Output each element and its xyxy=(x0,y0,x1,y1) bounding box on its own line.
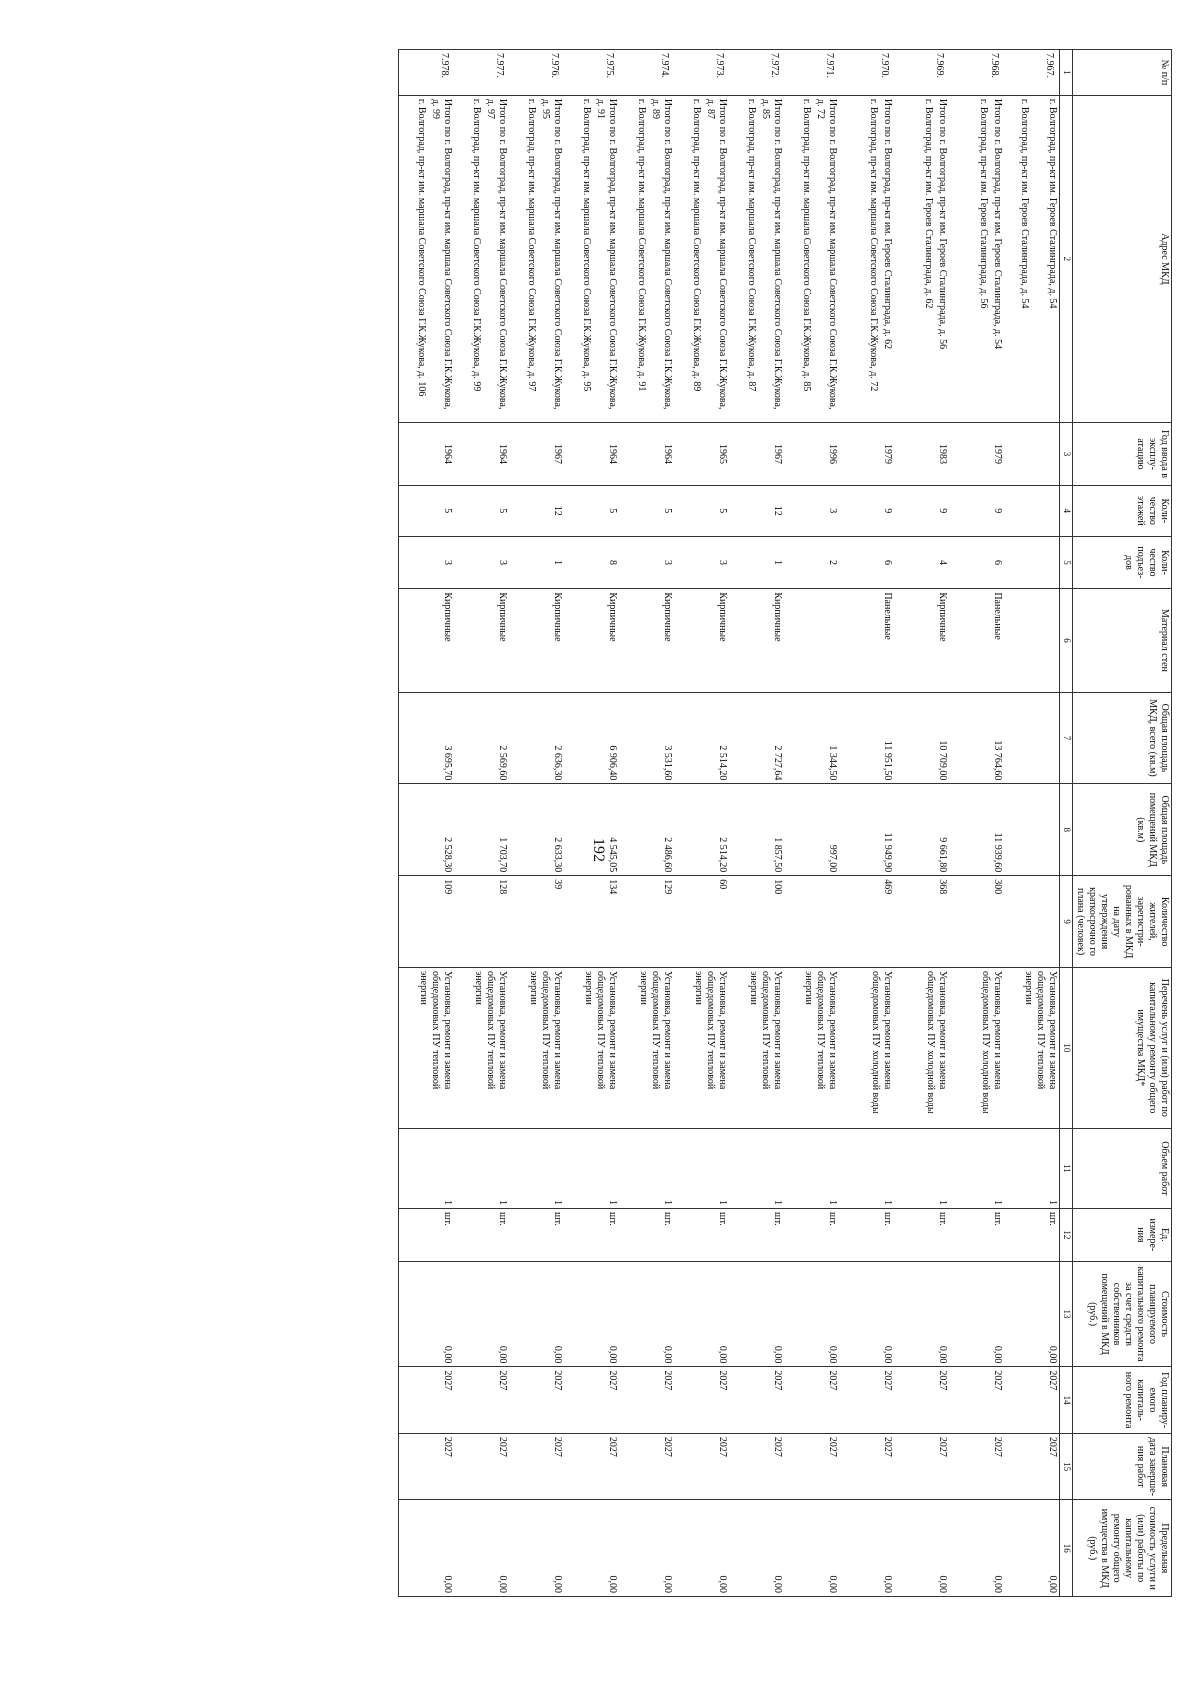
planned-year-cell: 2027 xyxy=(454,1367,509,1434)
column-header-10: Перечень услуг и (или) работ по капитальному ремонту общего имущества МКД* xyxy=(1073,968,1172,1129)
work-list-cell: Установка, ремонт и замена общедомовых ПУ тепловой энергии xyxy=(784,968,839,1129)
limit-cost-cell: 0,00 xyxy=(1004,1500,1060,1597)
address-line: Итого по г. Волгоград, пр-кт им. маршала Советского Союза Г.К.Жукова, д. 95 xyxy=(540,98,563,410)
entrances-cell: 3 xyxy=(454,536,509,589)
address-cell xyxy=(564,95,619,422)
total-area-cell: 11 951,50 xyxy=(839,692,894,784)
column-number-9: 9 xyxy=(1060,876,1073,968)
completion-year-cell: 2027 xyxy=(674,1433,729,1500)
address-line: г. Волгоград, пр-кт им. маршала Советского Союза Г.К.Жукова, д. 89 xyxy=(691,98,702,392)
floors-cell: 12 xyxy=(729,486,784,536)
owners-cost-cell: 0,00 xyxy=(399,1261,455,1367)
row-number-cell: 7.971. xyxy=(784,50,839,96)
owners-cost-cell: 0,00 xyxy=(949,1261,1004,1367)
wall-material-cell: Кирпичные xyxy=(894,589,949,692)
entrances-cell: 1 xyxy=(729,536,784,589)
address-line: Итого по г. Волгоград, пр-кт им. маршала Советского Союза Г.К.Жукова, д. 99 xyxy=(430,98,453,410)
limit-cost-cell: 0,00 xyxy=(564,1500,619,1597)
completion-year-cell: 2027 xyxy=(454,1433,509,1500)
commission-year-cell: 1965 xyxy=(674,422,729,485)
floors-cell: 5 xyxy=(564,486,619,536)
column-number-row xyxy=(1060,50,1073,1597)
row-number-cell: 7.976. xyxy=(509,50,564,96)
limit-cost-cell: 0,00 xyxy=(509,1500,564,1597)
work-list-cell: Установка, ремонт и замена общедомовых ПУ тепловой энергии xyxy=(674,968,729,1129)
page-number: 192 xyxy=(590,838,607,862)
wall-material-cell: Панельные xyxy=(949,589,1004,692)
owners-cost-cell: 0,00 xyxy=(1004,1261,1060,1367)
commission-year-cell: 1979 xyxy=(949,422,1004,485)
work-volume-cell: 1 xyxy=(1004,1128,1060,1208)
unit-cell: шт. xyxy=(784,1208,839,1261)
completion-year-cell: 2027 xyxy=(949,1433,1004,1500)
commission-year-cell: 1979 xyxy=(839,422,894,485)
address-line: Итого по г. Волгоград, пр-кт им. маршала Советского Союза Г.К.Жукова, д. 72 xyxy=(815,98,838,410)
table-row xyxy=(564,50,619,1597)
owners-cost-cell: 0,00 xyxy=(619,1261,674,1367)
floors-cell: 5 xyxy=(454,486,509,536)
wall-material-cell: Кирпичные xyxy=(454,589,509,692)
column-number-2: 2 xyxy=(1060,95,1073,422)
floors-cell: 5 xyxy=(674,486,729,536)
address-line: Итого по г. Волгоград, пр-кт им. Героев Сталинграда, д. 56 xyxy=(937,98,948,350)
completion-year-cell: 2027 xyxy=(564,1433,619,1500)
floors-cell: 12 xyxy=(509,486,564,536)
commission-year-cell xyxy=(1004,422,1060,485)
residents-count-cell: 128 xyxy=(454,876,509,968)
address-line: г. Волгоград, пр-кт им. Героев Сталинграда, д. 54 xyxy=(1047,98,1058,309)
column-header-12: Ед. измере-ния xyxy=(1073,1208,1172,1261)
work-list-cell: Установка, ремонт и замена общедомовых ПУ тепловой энергии xyxy=(1004,968,1060,1129)
column-number-1: 1 xyxy=(1060,50,1073,96)
address-line: Итого по г. Волгоград, пр-кт им. маршала Советского Союза Г.К.Жукова, д. 87 xyxy=(705,98,728,410)
limit-cost-cell: 0,00 xyxy=(784,1500,839,1597)
row-number-cell: 7.975. xyxy=(564,50,619,96)
total-area-cell: 1 344,50 xyxy=(784,692,839,784)
entrances-cell: 3 xyxy=(619,536,674,589)
header-row xyxy=(1073,50,1172,1597)
address-line: г. Волгоград, пр-кт им. Героев Сталинграда, д. 54 xyxy=(1019,98,1030,309)
address-line: г. Волгоград, пр-кт им. маршала Советского Союза Г.К.Жукова, д. 87 xyxy=(746,98,757,392)
address-line: г. Волгоград, пр-кт им. маршала Советского Союза Г.К.Жукова, д. 99 xyxy=(471,98,482,392)
work-volume-cell: 1 xyxy=(729,1128,784,1208)
column-number-10: 10 xyxy=(1060,968,1073,1129)
residents-count-cell: 129 xyxy=(619,876,674,968)
residents-count-cell: 134 xyxy=(564,876,619,968)
capital-repair-table-sheet xyxy=(50,49,1172,1597)
address-line: Итого по г. Волгоград, пр-кт им. Героев Сталинграда, д. 62 xyxy=(882,98,893,350)
work-volume-cell: 1 xyxy=(839,1128,894,1208)
limit-cost-cell: 0,00 xyxy=(894,1500,949,1597)
row-number-cell: 7.970. xyxy=(839,50,894,96)
commission-year-cell: 1996 xyxy=(784,422,839,485)
column-number-5: 5 xyxy=(1060,536,1073,589)
address-line: г. Волгоград, пр-кт им. Героев Сталинграда, д. 62 xyxy=(923,98,934,309)
commission-year-cell: 1964 xyxy=(564,422,619,485)
entrances-cell: 2 xyxy=(784,536,839,589)
table-row xyxy=(674,50,729,1597)
owners-cost-cell: 0,00 xyxy=(454,1261,509,1367)
column-header-14: Год планиру-емого капиталь-ного ремонта xyxy=(1073,1367,1172,1434)
column-number-15: 15 xyxy=(1060,1433,1073,1500)
floors-cell: 9 xyxy=(894,486,949,536)
commission-year-cell: 1964 xyxy=(399,422,455,485)
rooms-area-cell: 997,00 xyxy=(784,784,839,876)
table-row xyxy=(784,50,839,1597)
column-number-12: 12 xyxy=(1060,1208,1073,1261)
address-line: г. Волгоград, пр-кт им. маршала Советского Союза Г.К.Жукова, д. 106 xyxy=(416,98,427,397)
column-header-8: Общая площадь помещений МКД (кв.м) xyxy=(1073,784,1172,876)
owners-cost-cell: 0,00 xyxy=(509,1261,564,1367)
column-number-16: 16 xyxy=(1060,1500,1073,1597)
table-row xyxy=(454,50,509,1597)
entrances-cell: 3 xyxy=(399,536,455,589)
floors-cell: 9 xyxy=(839,486,894,536)
planned-year-cell: 2027 xyxy=(839,1367,894,1434)
address-line: г. Волгоград, пр-кт им. маршала Советского Союза Г.К.Жукова, д. 97 xyxy=(526,98,537,392)
column-number-7: 7 xyxy=(1060,692,1073,784)
completion-year-cell: 2027 xyxy=(729,1433,784,1500)
work-list-cell: Установка, ремонт и замена общедомовых ПУ тепловой энергии xyxy=(729,968,784,1129)
total-area-cell: 10 709,00 xyxy=(894,692,949,784)
unit-cell: шт. xyxy=(894,1208,949,1261)
work-list-cell: Установка, ремонт и замена общедомовых ПУ холодной воды xyxy=(894,968,949,1129)
address-cell xyxy=(784,95,839,422)
floors-cell: 9 xyxy=(949,486,1004,536)
completion-year-cell: 2027 xyxy=(784,1433,839,1500)
column-header-6: Материал стен xyxy=(1073,589,1172,692)
entrances-cell: 8 xyxy=(564,536,619,589)
column-number-8: 8 xyxy=(1060,784,1073,876)
row-number-cell: 7.978. xyxy=(399,50,455,96)
completion-year-cell: 2027 xyxy=(839,1433,894,1500)
residents-count-cell: 100 xyxy=(729,876,784,968)
row-number-cell: 7.967. xyxy=(1004,50,1060,96)
rooms-area-cell: 1 703,70 xyxy=(454,784,509,876)
planned-year-cell: 2027 xyxy=(509,1367,564,1434)
work-volume-cell: 1 xyxy=(619,1128,674,1208)
column-header-9: Количество жителей, зарегистри-рованных в МКД на дату утверждения краткосрочно го плана (человек) xyxy=(1073,876,1172,968)
wall-material-cell: Кирпичные xyxy=(674,589,729,692)
column-number-4: 4 xyxy=(1060,486,1073,536)
residents-count-cell: 469 xyxy=(839,876,894,968)
address-line: г. Волгоград, пр-кт им. маршала Советского Союза Г.К.Жукова, д. 72 xyxy=(868,98,879,392)
floors-cell: 3 xyxy=(784,486,839,536)
column-number-6: 6 xyxy=(1060,589,1073,692)
address-cell xyxy=(729,95,784,422)
total-area-cell: 6 906,40 xyxy=(564,692,619,784)
entrances-cell: 3 xyxy=(674,536,729,589)
total-area-cell: 2 636,30 xyxy=(509,692,564,784)
wall-material-cell: Кирпичные xyxy=(729,589,784,692)
work-volume-cell: 1 xyxy=(784,1128,839,1208)
floors-cell: 5 xyxy=(399,486,455,536)
address-cell xyxy=(674,95,729,422)
owners-cost-cell: 0,00 xyxy=(729,1261,784,1367)
address-cell xyxy=(949,95,1004,422)
planned-year-cell: 2027 xyxy=(729,1367,784,1434)
limit-cost-cell: 0,00 xyxy=(949,1500,1004,1597)
table-row xyxy=(839,50,894,1597)
work-volume-cell: 1 xyxy=(509,1128,564,1208)
rooms-area-cell: 2 486,60 xyxy=(619,784,674,876)
planned-year-cell: 2027 xyxy=(894,1367,949,1434)
work-volume-cell: 1 xyxy=(399,1128,455,1208)
planned-year-cell: 2027 xyxy=(1004,1367,1060,1434)
total-area-cell: 2 569,60 xyxy=(454,692,509,784)
column-header-4: Коли-чество этажей xyxy=(1073,486,1172,536)
row-number-cell: 7.974. xyxy=(619,50,674,96)
address-line: Итого по г. Волгоград, пр-кт им. маршала Советского Союза Г.К.Жукова, д. 89 xyxy=(650,98,673,410)
owners-cost-cell: 0,00 xyxy=(894,1261,949,1367)
row-number-cell: 7.968. xyxy=(949,50,1004,96)
wall-material-cell: Кирпичные xyxy=(509,589,564,692)
row-number-cell: 7.969. xyxy=(894,50,949,96)
column-number-3: 3 xyxy=(1060,422,1073,485)
total-area-cell: 3 695,70 xyxy=(399,692,455,784)
completion-year-cell: 2027 xyxy=(894,1433,949,1500)
planned-year-cell: 2027 xyxy=(784,1367,839,1434)
work-volume-cell: 1 xyxy=(674,1128,729,1208)
address-cell xyxy=(619,95,674,422)
column-header-2: Адрес МКД xyxy=(1073,95,1172,422)
total-area-cell: 2 514,20 xyxy=(674,692,729,784)
unit-cell: шт. xyxy=(399,1208,455,1261)
limit-cost-cell: 0,00 xyxy=(454,1500,509,1597)
column-header-3: Год ввода в эксплу-атацию xyxy=(1073,422,1172,485)
table-row xyxy=(1004,50,1060,1597)
total-area-cell: 3 531,60 xyxy=(619,692,674,784)
work-volume-cell: 1 xyxy=(564,1128,619,1208)
limit-cost-cell: 0,00 xyxy=(839,1500,894,1597)
limit-cost-cell: 0,00 xyxy=(619,1500,674,1597)
planned-year-cell: 2027 xyxy=(949,1367,1004,1434)
wall-material-cell: Кирпичные xyxy=(564,589,619,692)
wall-material-cell xyxy=(784,589,839,692)
entrances-cell: 1 xyxy=(509,536,564,589)
unit-cell: шт. xyxy=(1004,1208,1060,1261)
work-list-cell: Установка, ремонт и замена общедомовых ПУ холодной воды xyxy=(949,968,1004,1129)
address-cell xyxy=(839,95,894,422)
rooms-area-cell: 2 633,30 xyxy=(509,784,564,876)
row-number-cell: 7.972. xyxy=(729,50,784,96)
address-cell xyxy=(399,95,455,422)
residents-count-cell: 300 xyxy=(949,876,1004,968)
rooms-area-cell: 9 661,80 xyxy=(894,784,949,876)
unit-cell: шт. xyxy=(619,1208,674,1261)
address-line: Итого по г. Волгоград, пр-кт им. Героев Сталинграда, д. 54 xyxy=(992,98,1003,350)
column-number-13: 13 xyxy=(1060,1261,1073,1367)
table-row xyxy=(619,50,674,1597)
table-row xyxy=(949,50,1004,1597)
address-line: г. Волгоград, пр-кт им. Героев Сталинграда, д. 56 xyxy=(978,98,989,309)
wall-material-cell: Кирпичные xyxy=(399,589,455,692)
entrances-cell: 6 xyxy=(949,536,1004,589)
total-area-cell xyxy=(1004,692,1060,784)
table-row xyxy=(729,50,784,1597)
residents-count-cell xyxy=(784,876,839,968)
owners-cost-cell: 0,00 xyxy=(674,1261,729,1367)
owners-cost-cell: 0,00 xyxy=(839,1261,894,1367)
limit-cost-cell: 0,00 xyxy=(729,1500,784,1597)
residents-count-cell: 368 xyxy=(894,876,949,968)
address-cell xyxy=(509,95,564,422)
table-row xyxy=(894,50,949,1597)
unit-cell: шт. xyxy=(674,1208,729,1261)
address-cell xyxy=(1004,95,1060,422)
work-volume-cell: 1 xyxy=(454,1128,509,1208)
commission-year-cell: 1967 xyxy=(729,422,784,485)
rooms-area-cell: 2 514,20 xyxy=(674,784,729,876)
commission-year-cell: 1964 xyxy=(454,422,509,485)
residents-count-cell: 109 xyxy=(399,876,455,968)
address-cell xyxy=(454,95,509,422)
column-header-7: Общая площадь МКД, всего (кв.м) xyxy=(1073,692,1172,784)
work-list-cell: Установка, ремонт и замена общедомовых ПУ тепловой энергии xyxy=(454,968,509,1129)
work-list-cell: Установка, ремонт и замена общедомовых ПУ тепловой энергии xyxy=(509,968,564,1129)
work-list-cell: Установка, ремонт и замена общедомовых ПУ тепловой энергии xyxy=(619,968,674,1129)
unit-cell: шт. xyxy=(564,1208,619,1261)
wall-material-cell: Панельные xyxy=(839,589,894,692)
address-cell xyxy=(894,95,949,422)
address-line: г. Волгоград, пр-кт им. маршала Советского Союза Г.К.Жукова, д. 95 xyxy=(581,98,592,392)
work-volume-cell: 1 xyxy=(949,1128,1004,1208)
completion-year-cell: 2027 xyxy=(619,1433,674,1500)
limit-cost-cell: 0,00 xyxy=(399,1500,455,1597)
column-header-5: Коли-чество подъез-дов xyxy=(1073,536,1172,589)
unit-cell: шт. xyxy=(949,1208,1004,1261)
work-list-cell: Установка, ремонт и замена общедомовых ПУ тепловой энергии xyxy=(399,968,455,1129)
column-number-14: 14 xyxy=(1060,1367,1073,1434)
completion-year-cell: 2027 xyxy=(399,1433,455,1500)
address-line: г. Волгоград, пр-кт им. маршала Советского Союза Г.К.Жукова, д. 91 xyxy=(636,98,647,392)
unit-cell: шт. xyxy=(509,1208,564,1261)
unit-cell: шт. xyxy=(839,1208,894,1261)
limit-cost-cell: 0,00 xyxy=(674,1500,729,1597)
unit-cell: шт. xyxy=(729,1208,784,1261)
rooms-area-cell: 4 545,05 xyxy=(564,784,619,876)
capital-repair-table xyxy=(398,49,1172,1597)
table-row xyxy=(509,50,564,1597)
commission-year-cell: 1964 xyxy=(619,422,674,485)
wall-material-cell: Кирпичные xyxy=(619,589,674,692)
floors-cell: 5 xyxy=(619,486,674,536)
column-header-11: Объем работ xyxy=(1073,1128,1172,1208)
residents-count-cell xyxy=(1004,876,1060,968)
work-list-cell: Установка, ремонт и замена общедомовых ПУ холодной воды xyxy=(839,968,894,1129)
work-list-cell: Установка, ремонт и замена общедомовых ПУ тепловой энергии xyxy=(564,968,619,1129)
commission-year-cell: 1983 xyxy=(894,422,949,485)
entrances-cell xyxy=(1004,536,1060,589)
table-row xyxy=(399,50,455,1597)
rooms-area-cell: 11 939,60 xyxy=(949,784,1004,876)
column-header-1: № п/п xyxy=(1073,50,1172,96)
entrances-cell: 6 xyxy=(839,536,894,589)
row-number-cell: 7.973. xyxy=(674,50,729,96)
entrances-cell: 4 xyxy=(894,536,949,589)
column-header-16: Предельная стоимость услуги и (или) работы по капитальному ремонту общего имущества в МКД (руб.) xyxy=(1073,1500,1172,1597)
row-number-cell: 7.977. xyxy=(454,50,509,96)
completion-year-cell: 2027 xyxy=(509,1433,564,1500)
unit-cell: шт. xyxy=(454,1208,509,1261)
work-volume-cell: 1 xyxy=(894,1128,949,1208)
address-line xyxy=(1032,99,1044,419)
completion-year-cell: 2027 xyxy=(1004,1433,1060,1500)
column-header-15: Плановая дата заверше-ния работ xyxy=(1073,1433,1172,1500)
residents-count-cell: 39 xyxy=(509,876,564,968)
planned-year-cell: 2027 xyxy=(399,1367,455,1434)
column-header-13: Стоимость планируемого капитального ремонта за счет средств собственников помещений в МКД (руб.) xyxy=(1073,1261,1172,1367)
rooms-area-cell: 1 857,50 xyxy=(729,784,784,876)
column-number-11: 11 xyxy=(1060,1128,1073,1208)
rooms-area-cell: 2 528,30 xyxy=(399,784,455,876)
commission-year-cell: 1967 xyxy=(509,422,564,485)
address-line: Итого по г. Волгоград, пр-кт им. маршала Советского Союза Г.К.Жукова, д. 91 xyxy=(595,98,618,410)
residents-count-cell: 60 xyxy=(674,876,729,968)
rooms-area-cell: 11 949,90 xyxy=(839,784,894,876)
wall-material-cell xyxy=(1004,589,1060,692)
address-line: Итого по г. Волгоград, пр-кт им. маршала Советского Союза Г.К.Жукова, д. 85 xyxy=(760,98,783,410)
owners-cost-cell: 0,00 xyxy=(564,1261,619,1367)
address-line: г. Волгоград, пр-кт им. маршала Советского Союза Г.К.Жукова, д. 85 xyxy=(801,98,812,392)
address-line: Итого по г. Волгоград, пр-кт им. маршала Советского Союза Г.К.Жукова, д. 97 xyxy=(485,98,508,410)
floors-cell xyxy=(1004,486,1060,536)
planned-year-cell: 2027 xyxy=(564,1367,619,1434)
rooms-area-cell xyxy=(1004,784,1060,876)
owners-cost-cell: 0,00 xyxy=(784,1261,839,1367)
total-area-cell: 2 727,64 xyxy=(729,692,784,784)
planned-year-cell: 2027 xyxy=(674,1367,729,1434)
total-area-cell: 13 764,60 xyxy=(949,692,1004,784)
planned-year-cell: 2027 xyxy=(619,1367,674,1434)
